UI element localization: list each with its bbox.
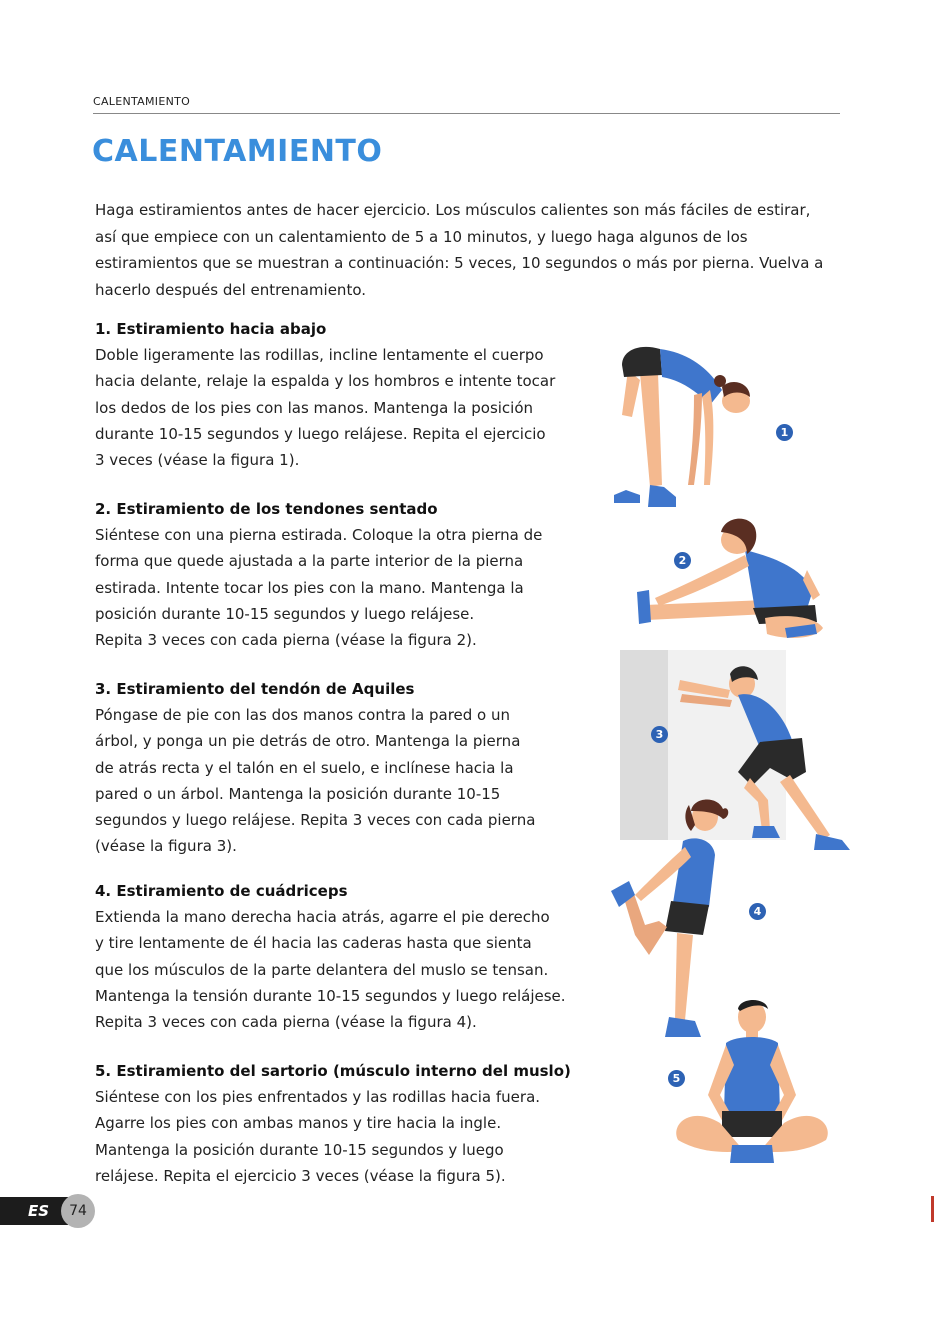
section-sartorius-stretch: [95, 1058, 600, 1189]
section-heading: 3. Estiramiento del tendón de Aquiles: [95, 680, 415, 698]
section-body: Siéntese con los pies enfrentados y las rodillas hacia fuera. Agarre los pies con ambas manos y tire hacia la ingle. Mantenga la posición durante 10-15 segundos y luego relájese. Repita el ejercicio 3 veces (véase la figura 5).: [95, 1088, 541, 1185]
section-heading: 2. Estiramiento de los tendones sentado: [95, 500, 438, 518]
figure-2-illustration: [635, 510, 835, 645]
header-rule: [93, 113, 840, 114]
language-tab: ES: [0, 1197, 68, 1225]
page-number: 74: [61, 1194, 95, 1228]
figure-1-badge: 1: [776, 424, 793, 441]
section-heading: 1. Estiramiento hacia abajo: [95, 320, 327, 338]
figure-4-badge: 4: [749, 903, 766, 920]
section-downward-stretch: [95, 316, 600, 473]
section-heading: 4. Estiramiento de cuádriceps: [95, 882, 348, 900]
figure-2-badge: 2: [674, 552, 691, 569]
section-achilles-stretch: [95, 676, 600, 860]
figure-5-badge: 5: [668, 1070, 685, 1087]
section-body: Siéntese con una pierna estirada. Coloque la otra pierna de forma que quede ajustada a la parte interior de la pierna estirada. Intente tocar los pies con la mano. Mantenga la posición durante 10-15 segundos y luego relájese. Repita 3 veces con cada pierna (véase la figura 2).: [95, 526, 543, 650]
intro-paragraph: Haga estiramientos antes de hacer ejercicio. Los músculos calientes son más fáciles de estirar, así que empiece con un calentamiento de 5 a 10 minutos, y luego haga algunos de los estiramientos que se muestran a continuación: 5 veces, 10 segundos o más por pierna. Vuelva a hacerlo después del entrenamiento.: [95, 201, 824, 299]
section-body: Extienda la mano derecha hacia atrás, agarre el pie derecho y tire lentamente de él hacia las caderas hasta que sienta que los músculos de la parte delantera del muslo se tensan. Mantenga la tensión durante 10-15 segundos y luego relájese. Repita 3 veces con cada pierna (véase la figura 4).: [95, 908, 566, 1032]
section-seated-hamstring-stretch: [95, 496, 600, 653]
section-quadriceps-stretch: [95, 878, 600, 1035]
running-header: CALENTAMIENTO: [93, 95, 191, 108]
figure-3-badge: 3: [651, 726, 668, 743]
section-body: Doble ligeramente las rodillas, incline lentamente el cuerpo hacia delante, relaje la espalda y los hombros e intente tocar los dedos de los pies con las manos. Mantenga la posición durante 10-15 segundos y luego relájese. Repita el ejercicio 3 veces (véase la figura 1).: [95, 346, 556, 470]
section-body: Póngase de pie con las dos manos contra la pared o un árbol, y ponga un pie detrás de otro. Mantenga la pierna de atrás recta y el talón en el suelo, e inclínese hacia la pared o un árbol. Mantenga la posición durante 10-15 segundos y luego relájese. Repita 3 veces con cada pierna (véase la figura 3).: [95, 706, 536, 856]
figure-5-illustration: [670, 995, 830, 1170]
section-heading: 5. Estiramiento del sartorio (músculo interno del muslo): [95, 1062, 571, 1080]
figure-1-illustration: [610, 335, 760, 515]
page-title: CALENTAMIENTO: [92, 134, 383, 169]
